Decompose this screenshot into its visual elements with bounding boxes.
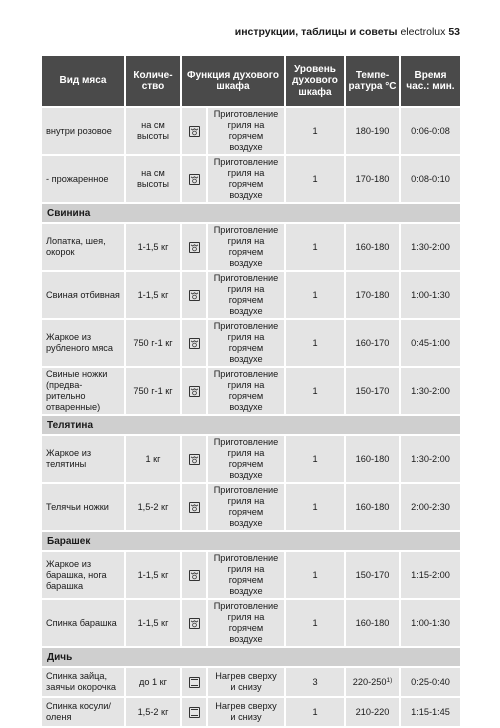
temperature-value: 220-250 bbox=[352, 676, 387, 687]
table-row bbox=[42, 698, 460, 728]
cook-time: 1:00-1:30 bbox=[401, 600, 460, 648]
meat-name: Жаркое из барашка, нога барашка bbox=[42, 552, 126, 600]
table-row bbox=[42, 272, 460, 320]
meat-name: Жаркое из телятины bbox=[42, 436, 126, 484]
table-row bbox=[42, 368, 460, 416]
temperature: 160-170 bbox=[346, 320, 401, 368]
quantity: 1 кг bbox=[126, 436, 182, 484]
meat-name: Свиная отбивная bbox=[42, 272, 126, 320]
col-temp-header: Темпе-ратура °C bbox=[346, 56, 401, 108]
temperature: 210-220 bbox=[346, 698, 401, 728]
oven-function: Приготовление гриля на горячем воздухе bbox=[208, 108, 286, 156]
oven-function: Приготовление гриля на горячем воздухе bbox=[208, 552, 286, 600]
quantity: 1,5-2 кг bbox=[126, 698, 182, 728]
oven-level: 1 bbox=[286, 552, 346, 600]
section-row bbox=[42, 648, 460, 668]
table-row bbox=[42, 552, 460, 600]
table-row bbox=[42, 320, 460, 368]
table-row bbox=[42, 484, 460, 532]
section-title: Свинина bbox=[42, 204, 460, 224]
oven-level: 1 bbox=[286, 698, 346, 728]
temperature: 160-180 bbox=[346, 436, 401, 484]
temperature: 160-180 bbox=[346, 224, 401, 272]
fan-grill-icon bbox=[189, 570, 200, 581]
section-title: Барашек bbox=[42, 532, 460, 552]
meat-name: внутри розовое bbox=[42, 108, 126, 156]
meat-name: Спинка зайца, заячьи окорочка bbox=[42, 668, 126, 698]
cook-time: 0:06-0:08 bbox=[401, 108, 460, 156]
fan-grill-icon bbox=[189, 174, 200, 185]
oven-level: 1 bbox=[286, 368, 346, 416]
oven-level: 1 bbox=[286, 224, 346, 272]
quantity: 1-1,5 кг bbox=[126, 224, 182, 272]
oven-function: Приготовление гриля на горячем воздухе bbox=[208, 600, 286, 648]
meat-name: Спинка косули/ оленя bbox=[42, 698, 126, 728]
header-section-title: инструкции, таблицы и советы bbox=[234, 26, 398, 38]
col-meat-header: Вид мяса bbox=[42, 56, 126, 108]
temperature bbox=[346, 668, 401, 698]
table-row bbox=[42, 436, 460, 484]
oven-level: 1 bbox=[286, 156, 346, 204]
temperature: 180-190 bbox=[346, 108, 401, 156]
fan-grill-icon bbox=[189, 126, 200, 137]
section-title: Дичь bbox=[42, 648, 460, 668]
cook-time: 1:30-2:00 bbox=[401, 368, 460, 416]
temperature: 160-180 bbox=[346, 484, 401, 532]
oven-level: 1 bbox=[286, 108, 346, 156]
meat-name: Лопатка, шея, окорок bbox=[42, 224, 126, 272]
oven-function: Приготовление гриля на горячем воздухе bbox=[208, 436, 286, 484]
quantity: 750 г-1 кг bbox=[126, 368, 182, 416]
fan-grill-icon bbox=[189, 290, 200, 301]
temperature: 150-170 bbox=[346, 552, 401, 600]
oven-function: Нагрев сверху и снизу bbox=[208, 668, 286, 698]
oven-level: 3 bbox=[286, 668, 346, 698]
quantity: на см высоты bbox=[126, 108, 182, 156]
meat-name: Свиные ножки (предва-рительно отваренные) bbox=[42, 368, 126, 416]
oven-function: Приготовление гриля на горячем воздухе bbox=[208, 224, 286, 272]
meat-name: Жаркое из рубленого мяса bbox=[42, 320, 126, 368]
fan-grill-icon bbox=[189, 618, 200, 629]
fan-grill-icon bbox=[189, 242, 200, 253]
oven-level: 1 bbox=[286, 484, 346, 532]
quantity: на см высоты bbox=[126, 156, 182, 204]
table-row bbox=[42, 600, 460, 648]
col-func-header: Функция духового шкафа bbox=[182, 56, 286, 108]
temperature: 170-180 bbox=[346, 272, 401, 320]
meat-name: Спинка барашка bbox=[42, 600, 126, 648]
cook-time: 1:15-2:00 bbox=[401, 552, 460, 600]
quantity: 1-1,5 кг bbox=[126, 600, 182, 648]
fan-grill-icon bbox=[189, 454, 200, 465]
section-row bbox=[42, 532, 460, 552]
cook-time: 0:25-0:40 bbox=[401, 668, 460, 698]
meat-name: Телячьи ножки bbox=[42, 484, 126, 532]
oven-level: 1 bbox=[286, 320, 346, 368]
page-header bbox=[235, 26, 460, 38]
cook-time: 0:08-0:10 bbox=[401, 156, 460, 204]
page-number: 53 bbox=[448, 26, 460, 38]
oven-level: 1 bbox=[286, 272, 346, 320]
oven-function: Приготовление гриля на горячем воздухе bbox=[208, 272, 286, 320]
top-bottom-heat-icon bbox=[189, 677, 200, 688]
cook-time: 1:30-2:00 bbox=[401, 436, 460, 484]
section-row bbox=[42, 204, 460, 224]
header-brand: electrolux bbox=[400, 26, 446, 38]
temperature: 150-170 bbox=[346, 368, 401, 416]
col-time-header: Время час.: мин. bbox=[401, 56, 460, 108]
oven-function: Приготовление гриля на горячем воздухе bbox=[208, 156, 286, 204]
oven-function: Нагрев сверху и снизу bbox=[208, 698, 286, 728]
quantity: 1,5-2 кг bbox=[126, 484, 182, 532]
quantity: до 1 кг bbox=[126, 668, 182, 698]
quantity: 1-1,5 кг bbox=[126, 552, 182, 600]
cook-time: 1:15-1:45 bbox=[401, 698, 460, 728]
cook-time: 0:45-1:00 bbox=[401, 320, 460, 368]
roasting-table bbox=[42, 56, 460, 728]
meat-name: - прожаренное bbox=[42, 156, 126, 204]
oven-function: Приготовление гриля на горячем воздухе bbox=[208, 484, 286, 532]
temperature: 160-180 bbox=[346, 600, 401, 648]
oven-function: Приготовление гриля на горячем воздухе bbox=[208, 320, 286, 368]
cook-time: 1:30-2:00 bbox=[401, 224, 460, 272]
cook-time: 2:00-2:30 bbox=[401, 484, 460, 532]
oven-level: 1 bbox=[286, 600, 346, 648]
temperature: 170-180 bbox=[346, 156, 401, 204]
section-row bbox=[42, 416, 460, 436]
table-row bbox=[42, 224, 460, 272]
table-row bbox=[42, 108, 460, 156]
col-qty-header: Количе-ство bbox=[126, 56, 182, 108]
quantity: 750 г-1 кг bbox=[126, 320, 182, 368]
oven-level: 1 bbox=[286, 436, 346, 484]
section-title: Телятина bbox=[42, 416, 460, 436]
table-header-row bbox=[42, 56, 460, 108]
table-row bbox=[42, 156, 460, 204]
oven-function: Приготовление гриля на горячем воздухе bbox=[208, 368, 286, 416]
fan-grill-icon bbox=[189, 338, 200, 349]
footnote-marker: 1) bbox=[386, 676, 393, 684]
top-bottom-heat-icon bbox=[189, 707, 200, 718]
quantity: 1-1,5 кг bbox=[126, 272, 182, 320]
fan-grill-icon bbox=[189, 502, 200, 513]
table-row bbox=[42, 668, 460, 698]
cook-time: 1:00-1:30 bbox=[401, 272, 460, 320]
fan-grill-icon bbox=[189, 386, 200, 397]
col-level-header: Уровень духового шкафа bbox=[286, 56, 346, 108]
